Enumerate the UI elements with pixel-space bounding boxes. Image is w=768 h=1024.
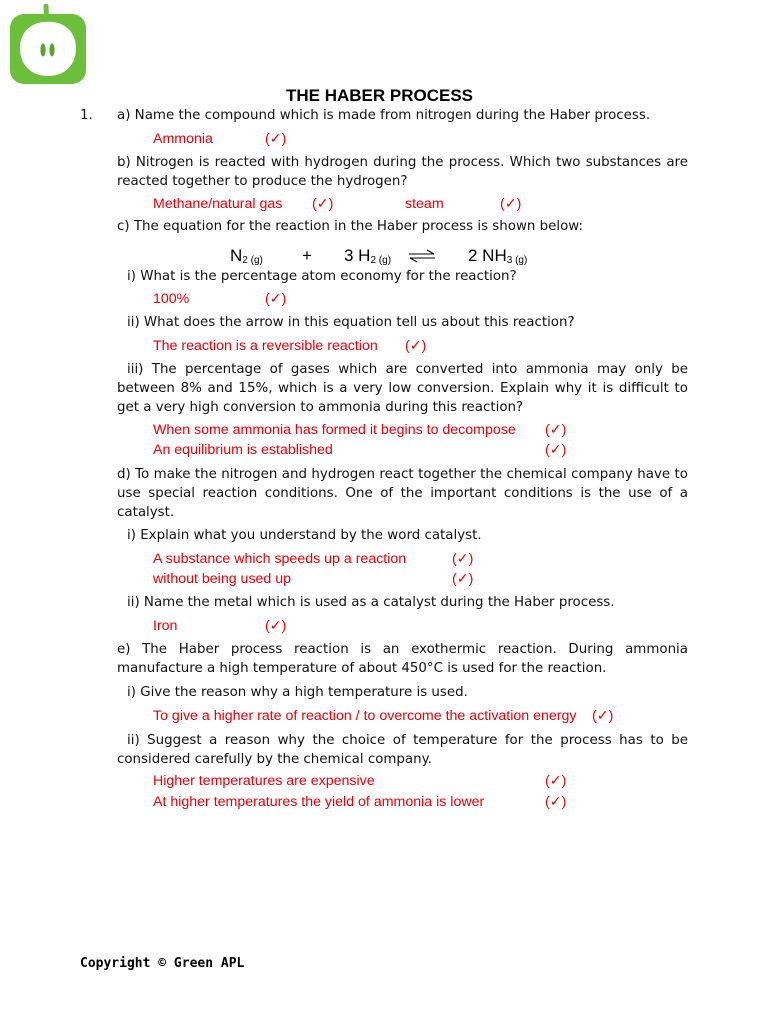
question-a: a) Name the compound which is made from nitrogen during the Haber process. <box>117 108 651 123</box>
question-d-intro: d) To make the nitrogen and hydrogen react together the chemical company have to use special reaction conditions. One of the important conditions is the use of a catalyst. <box>117 467 688 520</box>
answer-e-i: To give a higher rate of reaction / to overcome the activation energy <box>153 708 577 724</box>
tick-mark: (✓) <box>592 708 614 724</box>
answer-e-ii-2: At higher temperatures the yield of ammonia is lower <box>153 794 485 810</box>
tick-mark: (✓) <box>545 794 567 810</box>
equation-plus: + <box>302 246 312 265</box>
answer-c-iii-1: When some ammonia has formed it begins to decompose <box>153 422 516 438</box>
tick-mark: (✓) <box>452 571 474 587</box>
equation-nh3: 2 $NH_{3 (g)}$ <box>468 246 528 266</box>
answer-a: Ammonia <box>153 131 213 147</box>
tick-mark: (✓) <box>500 196 522 212</box>
green-apple-icon <box>8 4 88 86</box>
answer-d-i-2: without being used up <box>153 571 292 587</box>
equilibrium-arrow-icon <box>408 249 436 263</box>
tick-mark: (✓) <box>312 196 334 212</box>
answer-b-1: Methane/natural gas <box>153 196 283 212</box>
tick-mark: (✓) <box>545 422 567 438</box>
question-e-i: i) Give the reason why a high temperature is used. <box>127 685 468 700</box>
page-title: THE HABER PROCESS <box>286 86 474 105</box>
answer-d-ii: Iron <box>153 618 178 634</box>
answer-d-i-1: A substance which speeds up a reaction <box>153 551 407 567</box>
tick-mark: (✓) <box>452 551 474 567</box>
answer-e-ii-1: Higher temperatures are expensive <box>153 773 375 789</box>
question-b: b) Nitrogen is reacted with hydrogen during the process. Which two substances are reacted together to produce the hydrogen? <box>117 155 688 189</box>
answer-c-iii-2: An equilibrium is established <box>153 442 333 458</box>
tick-mark: (✓) <box>265 131 287 147</box>
answer-c-ii: The reaction is a reversible reaction <box>153 338 378 354</box>
question-d-i: i) Explain what you understand by the word catalyst. <box>127 528 482 543</box>
question-c-ii: ii) What does the arrow in this equation tell us about this reaction? <box>127 315 575 330</box>
tick-mark: (✓) <box>265 618 287 634</box>
equation-n2: $N_{2 (g)}$ <box>230 246 263 266</box>
answer-b-2: steam <box>405 196 444 212</box>
question-e-ii: ii) Suggest a reason why the choice of temperature for the process has to be considered carefully by the chemical company. <box>117 733 688 767</box>
tick-mark: (✓) <box>265 291 287 307</box>
question-c-intro: c) The equation for the reaction in the Haber process is shown below: <box>117 219 584 234</box>
question-number: 1. <box>80 108 93 123</box>
question-d-ii: ii) Name the metal which is used as a catalyst during the Haber process. <box>127 595 615 610</box>
tick-mark: (✓) <box>545 442 567 458</box>
question-e-intro: e) The Haber process reaction is an exothermic reaction. During ammonia manufacture a high temperature of about 450°C is used for the reaction. <box>117 642 688 676</box>
tick-mark: (✓) <box>405 338 427 354</box>
equation-h2: 3 $H_{2 (g)}$ <box>344 246 392 266</box>
answer-c-i: 100% <box>153 291 190 307</box>
copyright-footer: Copyright © Green APL <box>80 956 245 971</box>
question-c-i: i) What is the percentage atom economy for the reaction? <box>127 269 517 284</box>
question-c-iii: iii) The percentage of gases which are converted into ammonia may only be between 8% and 15%, which is a very low conversion. Explain why it is difficult to get a very high conversion to ammonia during this reaction? <box>117 362 688 415</box>
tick-mark: (✓) <box>545 773 567 789</box>
